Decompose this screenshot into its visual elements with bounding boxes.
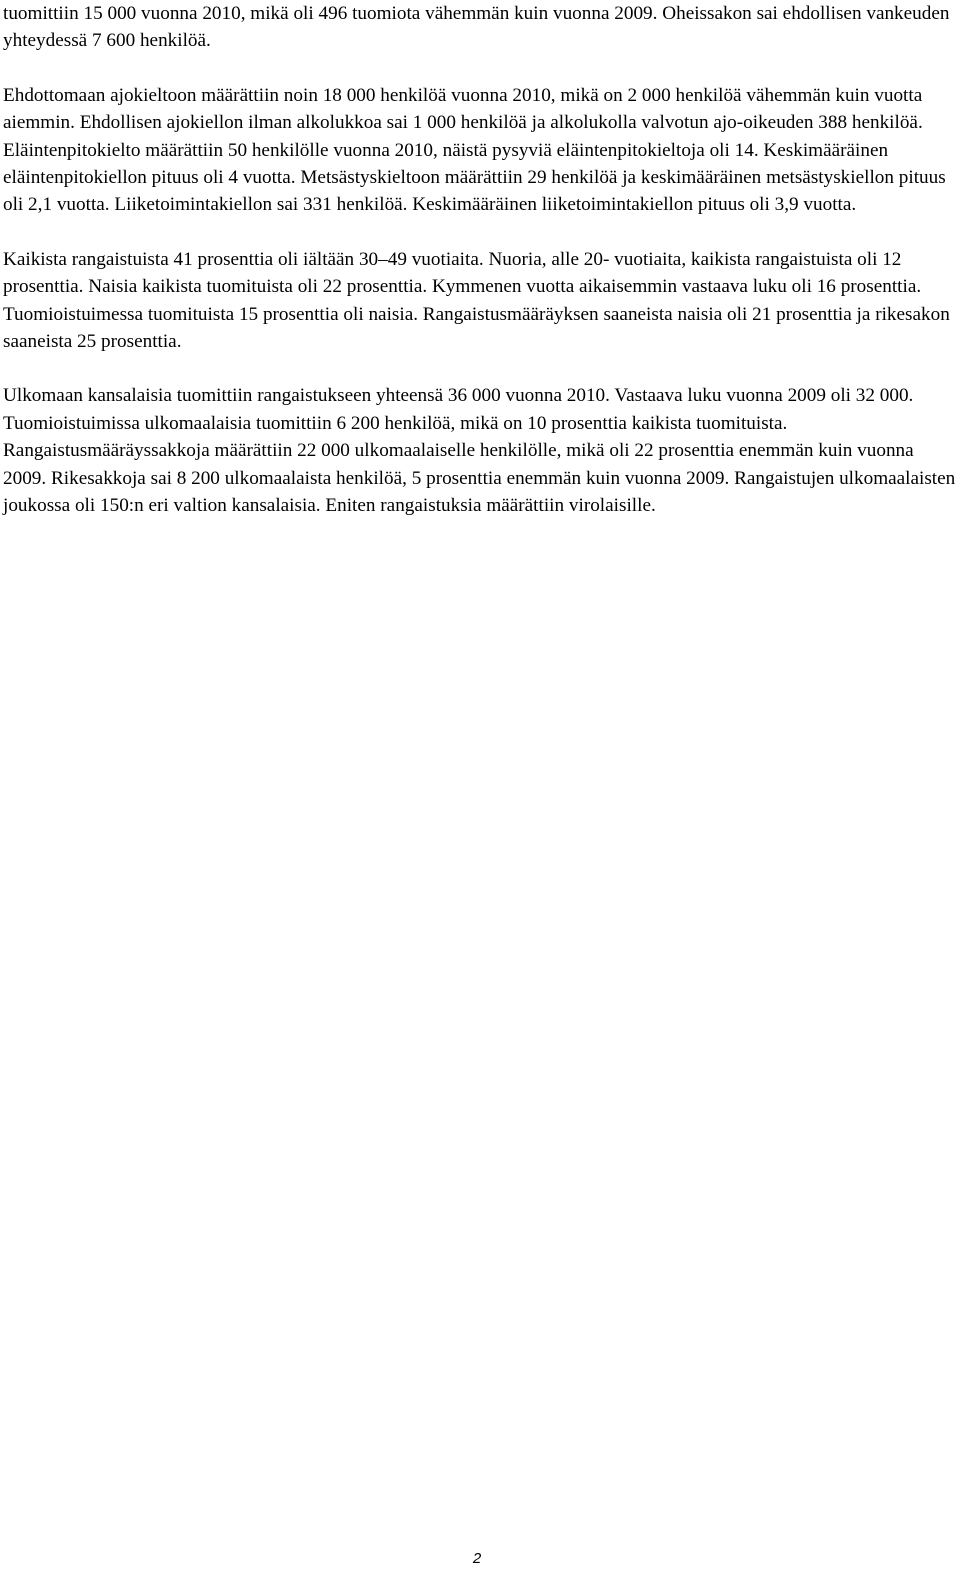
paragraph-driving-bans: Ehdottomaan ajokieltoon määrättiin noin 18 000 henkilöä vuonna 2010, mikä on 2 000 henkilöä vähemmän kuin vuotta aiemmin. Ehdollisen ajokiellon ilman alkolukkoa sai 1 000 henkilöä ja alkolukolla valvotun ajo-oikeuden 388 henkilöä. Eläintenpitokielto määrättiin 50 henkilölle vuonna 2010, näistä pysyviä eläintenpitokieltoja oli 14. Keskimääräinen eläintenpitokiellon pituus oli 4 vuotta. Metsästyskieltoon määrättiin 29 henkilöä ja keskimääräinen metsästyskiellon pituus oli 2,1 vuotta. Liiketoimintakiellon sai 331 henkilöä. Keskimääräinen liiketoimintakiellon pituus oli 3,9 vuotta. <box>3 84 946 216</box>
document-body <box>3 0 957 547</box>
paragraph-demographics: Kaikista rangaistuista 41 prosenttia oli iältään 30–49 vuotiaita. Nuoria, alle 20- vuotiaita, kaikista rangaistuista oli 12 prosenttia. Naisia kaikista tuomituista oli 22 prosenttia. Kymmenen vuotta aikaisemmin vastaava luku oli 16 prosenttia. Tuomioistuimessa tuomituista 15 prosenttia oli naisia. Rangaistusmääräyksen saaneista naisia oli 21 prosenttia ja rikesakon saaneista 25 prosenttia. <box>3 248 950 353</box>
paragraph-foreign-citizens: Ulkomaan kansalaisia tuomittiin rangaistukseen yhteensä 36 000 vuonna 2010. Vastaava luku vuonna 2009 oli 32 000. Tuomioistuimissa ulkomaalaisia tuomittiin 6 200 henkilöä, mikä on 10 prosenttia kaikista tuomituista. Rangaistusmääräyssakkoja määrättiin 22 000 ulkomaalaiselle henkilölle, mikä oli 22 prosenttia enemmän kuin vuonna 2009. Rikesakkoja sai 8 200 ulkomaalaista henkilöä, 5 prosenttia enemmän kuin vuonna 2009. Rangaistujen ulkomaalaisten joukossa oli 150:n eri valtion kansalaisia. Eniten rangaistuksia määrättiin virolaisille. <box>3 385 956 517</box>
page-number-label: 2 <box>472 1550 482 1567</box>
page-number <box>0 1550 960 1568</box>
paragraph-fines-continuation: tuomittiin 15 000 vuonna 2010, mikä oli 496 tuomiota vähemmän kuin vuonna 2009. Oheissakon sai ehdollisen vankeuden yhteydessä 7 600 henkilöä. <box>3 3 950 52</box>
